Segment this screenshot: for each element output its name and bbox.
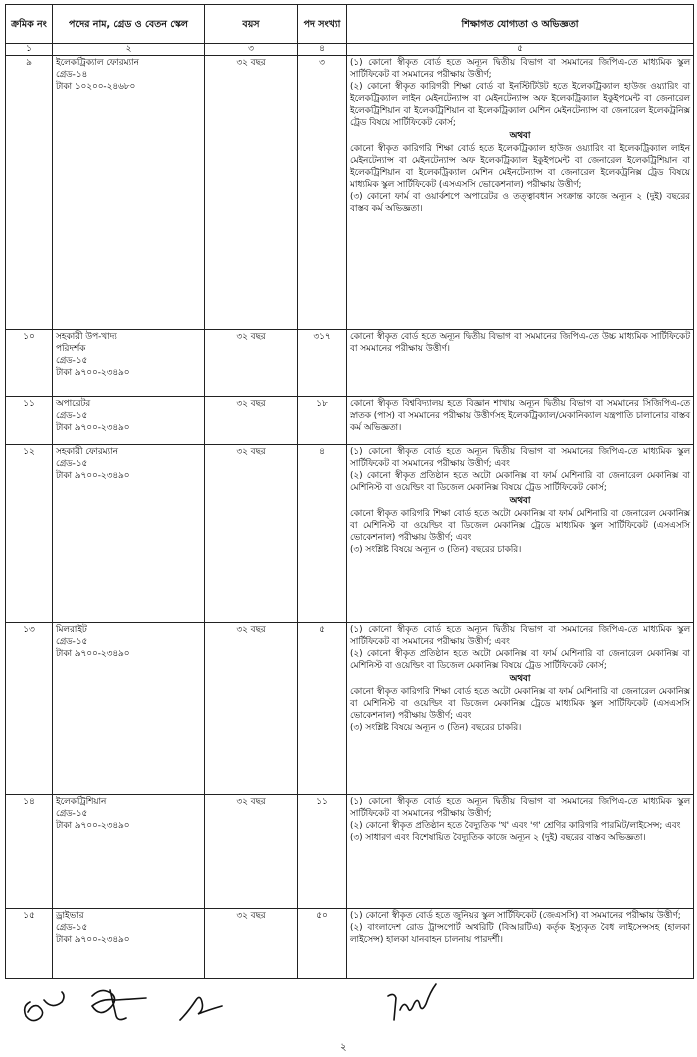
- cell-count: ৪: [298, 445, 347, 623]
- qualification-item: (২) বাংলাদেশ রোড ট্রান্সপোর্ট অথরিটি (বিআরটিএ) কর্তৃক ইস্যুকৃত বৈধ লাইসেন্সসহ (হালকা লাইসেন্স) হালকা যানবাহন চালনায় পারদর্শী।: [350, 923, 690, 945]
- cell-qualification: [347, 623, 694, 795]
- post-line: পরিদর্শক: [56, 344, 86, 354]
- signature-3: [180, 997, 222, 1020]
- post-line: টাকা ১০২০০-২৪৬৮০: [56, 82, 136, 92]
- cell-age: ৩২ বছর: [205, 795, 298, 909]
- post-line: অপারেটর: [56, 399, 91, 409]
- post-line: টাকা ৯৭০০-২৩৪৯০: [56, 423, 130, 433]
- cell-count: ১১: [298, 795, 347, 909]
- cell-age: ৩২ বছর: [205, 330, 298, 397]
- qualification-item: (২) কোনো স্বীকৃত প্রতিষ্ঠান হতে অটো মেকানিক্স বা ফার্ম মেশিনারি বা জেনারেল মেকানিক্স বা মেশিনিস্ট বা ওয়েল্ডিং বা ডিজেল মেকানিক্স বিষয়ে ট্রেড সার্টিফিকেট কোর্স;: [350, 649, 690, 671]
- table-row: [6, 397, 694, 445]
- cell-serial: ১১: [6, 397, 53, 445]
- qualification-item: (২) কোনো স্বীকৃত প্রতিষ্ঠান হতে অটো মেকানিক্স বা ফার্ম মেশিনারি বা জেনারেল মেকানিক্স বা মেশিনিস্ট বা ওয়েল্ডিং বা ডিজেল মেকানিক্স বিষয়ে ট্রেড সার্টিফিকেট কোর্স;: [350, 471, 690, 493]
- page-number: ২: [340, 1042, 347, 1053]
- cell-count: ৫০: [298, 909, 347, 979]
- qualification-item: কোনো স্বীকৃত কারিগরি শিক্ষা বোর্ড হতে অটো মেকানিক্স বা ফার্ম মেশিনারি বা জেনারেল মেকানিক্স বা মেশিনিস্ট বা ওয়েল্ডিং বা ডিজেল মেকানিক্স ট্রেডে মাধ্যমিক স্কুল সার্টিফিকেট (এসএসসি ভোকেশনাল) পরীক্ষায় উত্তীর্ণ; এবং: [350, 509, 690, 543]
- table-row: [6, 623, 694, 795]
- cell-count: ৩: [298, 56, 347, 330]
- cell-post: [53, 397, 205, 445]
- column-number: ৫: [347, 44, 694, 56]
- qualification-item: (২) কোনো স্বীকৃত কারিগরী শিক্ষা বোর্ড বা ইনস্টিটিউট হতে ইলেকট্রিক্যাল হাউজ ওয়্যারিং বা ইলেকট্রিক্যাল লাইন মেইনটেন্যান্স বা মেইনটেন্যান্স অফ ইলেকট্রিক্যাল ইকুইপমেন্ট বা জেনারেল ইলেকট্রিশিয়ান বা ইলেকট্রিশিয়ান বা ইলেকট্রিক্যাল মেশিন মেইনটেন্যান্স বা জেনারেল ইলেকট্রনিক্স ট্রেড বিষয়ে সার্টিফিকেট কোর্স;: [350, 82, 690, 128]
- signature-2: [92, 990, 146, 1020]
- or-separator: অথবা: [509, 674, 531, 684]
- table-row: [6, 445, 694, 623]
- post-line: টাকা ৯৭০০-২৩৪৯০: [56, 821, 130, 831]
- post-line: ড্রাইভার: [56, 911, 84, 921]
- recruitment-table: [5, 4, 694, 979]
- table-row: [6, 795, 694, 909]
- signature-1: [25, 992, 64, 1021]
- qualification-item: (৩) সাধারণ এবং বিশেষায়িত বৈদ্যুতিক কাজে অন্যূন ২ (দুই) বছরের বাস্তব অভিজ্ঞতা।: [350, 833, 646, 843]
- post-line: গ্রেড-১৪: [56, 70, 88, 80]
- qualification-item: (১) কোনো স্বীকৃত বোর্ড হতে অন্যূন দ্বিতীয় বিভাগ বা সমমানের জিপিএ-তে মাধ্যমিক স্কুল সার্টিফিকেট বা সমমানের পরীক্ষায় উত্তীর্ণ; এবং: [350, 625, 690, 647]
- cell-serial: ১৫: [6, 909, 53, 979]
- post-line: টাকা ৯৭০০-২৩৪৯০: [56, 368, 130, 378]
- table-row: [6, 56, 694, 330]
- cell-serial: ১২: [6, 445, 53, 623]
- cell-post: [53, 56, 205, 330]
- table-row: [6, 909, 694, 979]
- cell-serial: ৯: [6, 56, 53, 330]
- header-qualification: শিক্ষাগত যোগ্যতা ও অভিজ্ঞতা: [347, 5, 694, 44]
- table-header-row: [6, 5, 694, 44]
- cell-serial: ১৪: [6, 795, 53, 909]
- column-number-row: [6, 44, 694, 56]
- post-line: গ্রেড-১৫: [56, 356, 88, 366]
- qualification-item: (৩) সংশ্লিষ্ট বিষয়ে অন্যূন ৩ (তিন) বছরের চাকরি।: [350, 723, 522, 733]
- qualification-item: কোনো স্বীকৃত বিশ্ববিদ্যালয় হতে বিজ্ঞান শাখায় অন্যূন দ্বিতীয় বিভাগ বা সমমানের সিজিপিএ-তে স্নাতক (পাস) বা সমমানের পরীক্ষায় উত্তীর্ণসহ ইলেকট্রিক্যাল/মেকানিক্যাল যন্ত্রপাতি চালানোর বাস্তব কর্ম অভিজ্ঞতা।: [350, 399, 690, 433]
- post-line: গ্রেড-১৫: [56, 809, 88, 819]
- post-line: মিলরাইট: [56, 625, 87, 635]
- cell-count: ৩১৭: [298, 330, 347, 397]
- post-line: সহকারী উপ-খাদ্য: [56, 332, 117, 342]
- signature-4: [388, 984, 436, 1020]
- qualification-item: (১) কোনো স্বীকৃত বোর্ড হতে জুনিয়র স্কুল সার্টিফিকেট (জেএসসি) বা সমমানের পরীক্ষায় উত্তীর্ণ;: [350, 911, 681, 921]
- qualification-item: কোনো স্বীকৃত বোর্ড হতে অন্যূন দ্বিতীয় বিভাগ বা সমমানের জিপিএ-তে উচ্চ মাধ্যমিক সার্টিফিকেট বা সমমানের পরীক্ষায় উত্তীর্ণ।: [350, 332, 690, 354]
- cell-count: ১৮: [298, 397, 347, 445]
- column-number: ৩: [205, 44, 298, 56]
- cell-age: ৩২ বছর: [205, 445, 298, 623]
- post-line: সহকারী ফোরম্যান: [56, 447, 118, 457]
- post-line: গ্রেড-১৫: [56, 923, 88, 933]
- header-post: পদের নাম, গ্রেড ও বেতন স্কেল: [53, 5, 205, 44]
- cell-qualification: [347, 445, 694, 623]
- cell-post: [53, 445, 205, 623]
- qualification-item: (৩) সংশ্লিষ্ট বিষয়ে অন্যূন ৩ (তিন) বছরের চাকরি।: [350, 545, 522, 555]
- cell-qualification: [347, 397, 694, 445]
- column-number: ৪: [298, 44, 347, 56]
- qualification-item: (২) কোনো স্বীকৃত প্রতিষ্ঠান হতে বৈদ্যুতিক 'খ' এবং 'গ' শ্রেণির কারিগরি পারমিট/লাইসেন্স; এবং: [350, 821, 681, 831]
- or-separator: অথবা: [509, 131, 531, 141]
- cell-post: [53, 795, 205, 909]
- post-line: ইলেকট্রিশিয়ান: [56, 797, 107, 807]
- cell-post: [53, 330, 205, 397]
- cell-qualification: [347, 56, 694, 330]
- cell-qualification: [347, 909, 694, 979]
- signatures: [0, 980, 697, 1057]
- cell-count: ৫: [298, 623, 347, 795]
- cell-serial: ১৩: [6, 623, 53, 795]
- header-serial: ক্রমিক নং: [6, 5, 53, 44]
- table-row: [6, 330, 694, 397]
- qualification-item: কোনো স্বীকৃত কারিগরি শিক্ষা বোর্ড হতে ইলেকট্রিক্যাল হাউজ ওয়্যারিং বা ইলেকট্রিক্যাল লাইন মেইনটেন্যান্স বা মেইনটেন্যান্স অফ ইলেকট্রিক্যাল ইকুইপমেন্ট বা জেনারেল ইলেকট্রিশিয়ান বা ইলেকট্রিশিয়ান বা ইলেকট্রিক্যাল মেশিন মেইনটেন্যান্স বা জেনারেল ইলেকট্রনিক্স ট্রেড বিষয়ে মাধ্যমিক স্কুল সার্টিফিকেট (এসএসসি ভোকেশনাল) পরীক্ষায় উত্তীর্ণ;: [350, 144, 690, 190]
- post-line: গ্রেড-১৫: [56, 411, 88, 421]
- cell-qualification: [347, 795, 694, 909]
- post-line: টাকা ৯৭০০-২৩৪৯০: [56, 471, 130, 481]
- header-count: পদ সংখ্যা: [298, 5, 347, 44]
- or-separator: অথবা: [509, 496, 531, 506]
- cell-serial: ১০: [6, 330, 53, 397]
- post-line: টাকা ৯৭০০-২৩৪৯০: [56, 935, 130, 945]
- post-line: গ্রেড-১৫: [56, 459, 88, 469]
- column-number: ১: [6, 44, 53, 56]
- post-line: ইলেকট্রিক্যাল ফোরম্যান: [56, 58, 139, 68]
- qualification-item: (১) কোনো স্বীকৃত বোর্ড হতে অন্যূন দ্বিতীয় বিভাগ বা সমমানের জিপিএ-তে মাধ্যমিক স্কুল সার্টিফিকেট বা সমমানের পরীক্ষায় উত্তীর্ণ; এবং: [350, 447, 690, 469]
- cell-post: [53, 623, 205, 795]
- cell-qualification: [347, 330, 694, 397]
- header-age: বয়স: [205, 5, 298, 44]
- column-number: ২: [53, 44, 205, 56]
- qualification-item: কোনো স্বীকৃত কারিগরি শিক্ষা বোর্ড হতে অটো মেকানিক্স বা ফার্ম মেশিনারি বা জেনারেল মেকানিক্স বা মেশিনিস্ট বা ওয়েল্ডিং বা ডিজেল মেকানিক্স ট্রেডে মাধ্যমিক স্কুল সার্টিফিকেট (এসএসসি ভোকেশনাল) পরীক্ষায় উত্তীর্ণ; এবং: [350, 687, 690, 721]
- qualification-item: (১) কোনো স্বীকৃত বোর্ড হতে অন্যূন দ্বিতীয় বিভাগ বা সমমানের জিপিএ-তে মাধ্যমিক স্কুল সার্টিফিকেট বা সমমানের পরীক্ষায় উত্তীর্ণ;: [350, 58, 690, 80]
- cell-age: ৩২ বছর: [205, 623, 298, 795]
- post-line: টাকা ৯৭০০-২৩৪৯০: [56, 649, 130, 659]
- cell-age: ৩২ বছর: [205, 909, 298, 979]
- cell-age: ৩২ বছর: [205, 397, 298, 445]
- cell-age: ৩২ বছর: [205, 56, 298, 330]
- qualification-item: (১) কোনো স্বীকৃত বোর্ড হতে অন্যূন দ্বিতীয় বিভাগ বা সমমানের জিপিএ-তে মাধ্যমিক স্কুল সার্টিফিকেট বা সমমানের পরীক্ষায় উত্তীর্ণ;: [350, 797, 690, 819]
- cell-post: [53, 909, 205, 979]
- post-line: গ্রেড-১৫: [56, 637, 88, 647]
- qualification-item: (৩) কোনো ফার্ম বা ওয়ার্কশপে অপারেটর ও তত্ত্বাবধান সংক্রান্ত কাজে অন্যূন ২ (দুই) বছরের বাস্তব কর্ম অভিজ্ঞতা।: [350, 192, 690, 214]
